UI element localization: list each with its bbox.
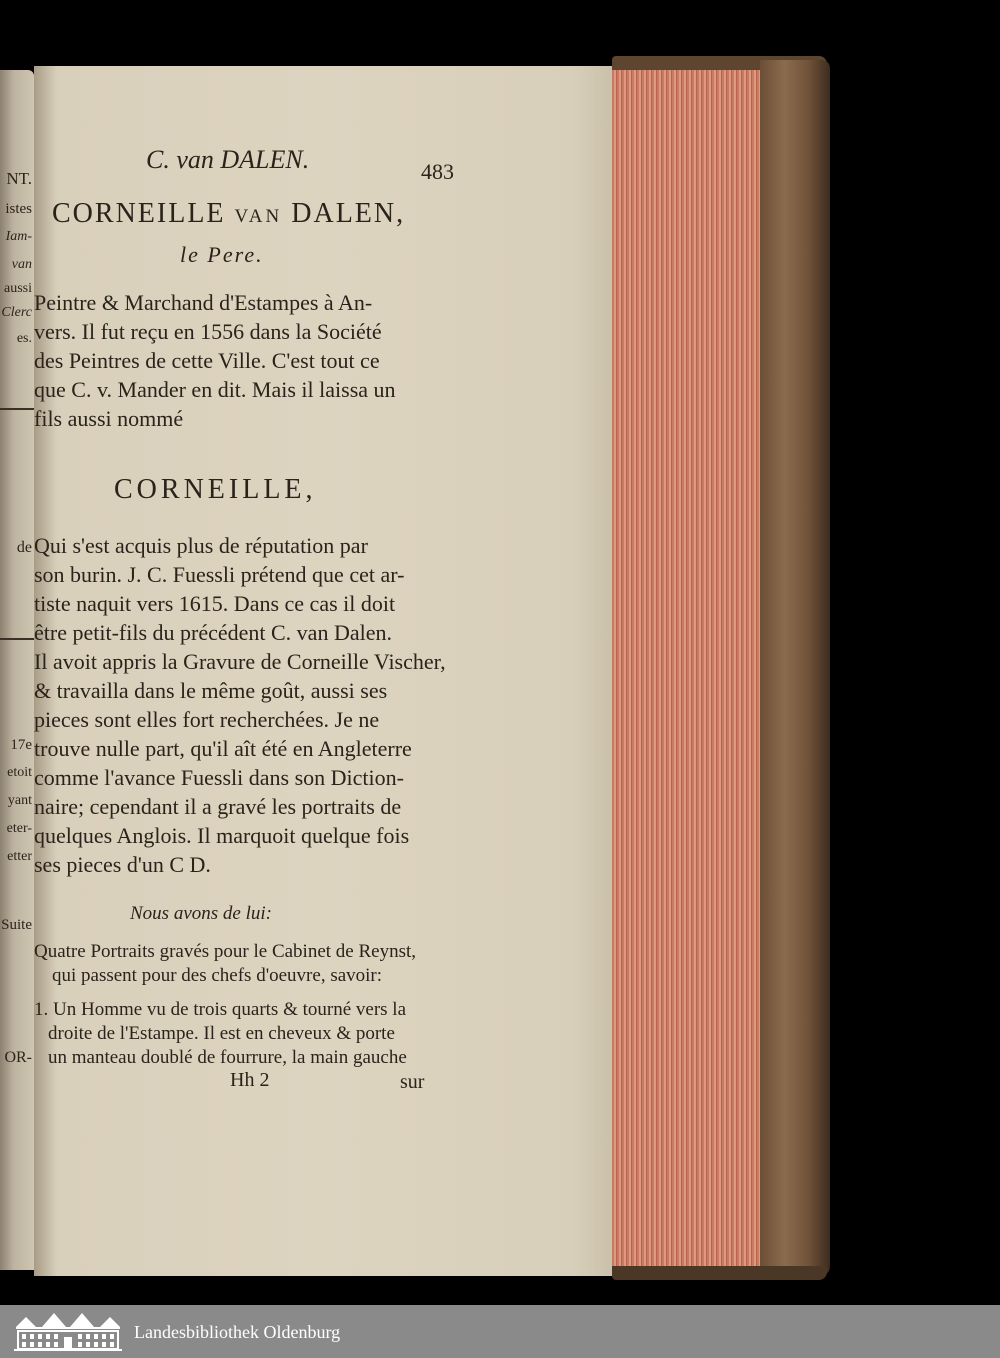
body-line: tiste naquit vers 1615. Dans ce cas il doit xyxy=(34,591,396,616)
left-fragment: de xyxy=(16,539,32,556)
left-fragment: NT. xyxy=(6,169,32,188)
left-rule xyxy=(0,638,34,640)
body-line: comme l'avance Fuessli dans son Diction- xyxy=(34,765,404,790)
list-heading: Nous avons de lui: xyxy=(130,903,272,924)
left-fragment: etter xyxy=(7,849,32,864)
heading-main: CORNEILLE xyxy=(52,198,226,229)
footer-label: Landesbibliothek Oldenburg xyxy=(134,1322,341,1342)
left-rule xyxy=(0,408,34,410)
left-page-fragment xyxy=(0,70,34,1270)
body-line: Peintre & Marchand d'Estampes à An- xyxy=(34,290,373,315)
subheading: le Pere. xyxy=(180,242,264,267)
section-heading: CORNEILLE, xyxy=(114,474,317,505)
list-intro-line: Quatre Portraits gravés pour le Cabinet de Reynst, xyxy=(34,941,417,962)
body-line: des Peintres de cette Ville. C'est tout ce xyxy=(34,348,380,373)
library-building-icon xyxy=(12,1309,124,1353)
body-line: son burin. J. C. Fuessli prétend que cet ar- xyxy=(34,562,405,587)
footer-bar xyxy=(0,1305,1000,1358)
left-fragment: istes xyxy=(5,201,32,217)
left-fragment: etoit xyxy=(7,765,32,780)
list-intro-line: qui passent pour des chefs d'oeuvre, savoir: xyxy=(52,965,383,986)
left-fragment: Clerc xyxy=(1,305,32,320)
body-line: Qui s'est acquis plus de réputation par xyxy=(34,533,368,558)
body-line: ses pieces d'un C D. xyxy=(34,852,211,877)
left-fragment: aussi xyxy=(4,281,32,296)
fore-edge xyxy=(612,70,762,1270)
list-item-line: droite de l'Estampe. Il est en cheveux & porte xyxy=(48,1023,395,1044)
left-fragment: van xyxy=(11,257,32,272)
left-fragment: Iam- xyxy=(5,229,32,244)
body-line: que C. v. Mander en dit. Mais il laissa un xyxy=(34,377,396,402)
body-line: quelques Anglois. Il marquoit quelque fois xyxy=(34,823,410,848)
body-line: pieces sont elles fort recherchées. Je ne xyxy=(34,707,380,732)
heading-small: VAN xyxy=(234,206,283,227)
body-line: vers. Il fut reçu en 1556 dans la Société xyxy=(34,319,382,344)
body-line: fils aussi nommé xyxy=(34,406,184,431)
signature-mark: Hh 2 xyxy=(230,1069,270,1091)
body-line: être petit-fils du précédent C. van Dalen. xyxy=(34,620,392,645)
body-line: Il avoit appris la Gravure de Corneille Vischer, xyxy=(34,649,446,674)
catchword: sur xyxy=(400,1071,425,1093)
page-number: 483 xyxy=(421,159,454,184)
body-line: & travailla dans le même goût, aussi ses xyxy=(34,678,388,703)
heading-tail: DALEN, xyxy=(291,198,406,229)
running-head: C. van DALEN. xyxy=(146,145,310,174)
list-item-line: un manteau doublé de fourrure, la main gauche xyxy=(48,1047,407,1068)
article-heading xyxy=(52,200,405,228)
left-fragment: eter- xyxy=(6,821,32,836)
body-line: trouve nulle part, qu'il aît été en Angleterre xyxy=(34,736,412,761)
left-fragment: Suite xyxy=(1,917,32,933)
book-binding xyxy=(760,60,830,1275)
left-fragment: 17e xyxy=(10,737,32,753)
list-item-line: 1. Un Homme vu de trois quarts & tourné vers la xyxy=(34,999,407,1020)
left-fragment: es. xyxy=(16,331,32,346)
binding-bottom xyxy=(612,1266,827,1280)
left-fragment: OR- xyxy=(4,1049,32,1066)
left-fragment: yant xyxy=(7,793,32,808)
body-line: naire; cependant il a gravé les portraits de xyxy=(34,794,402,819)
